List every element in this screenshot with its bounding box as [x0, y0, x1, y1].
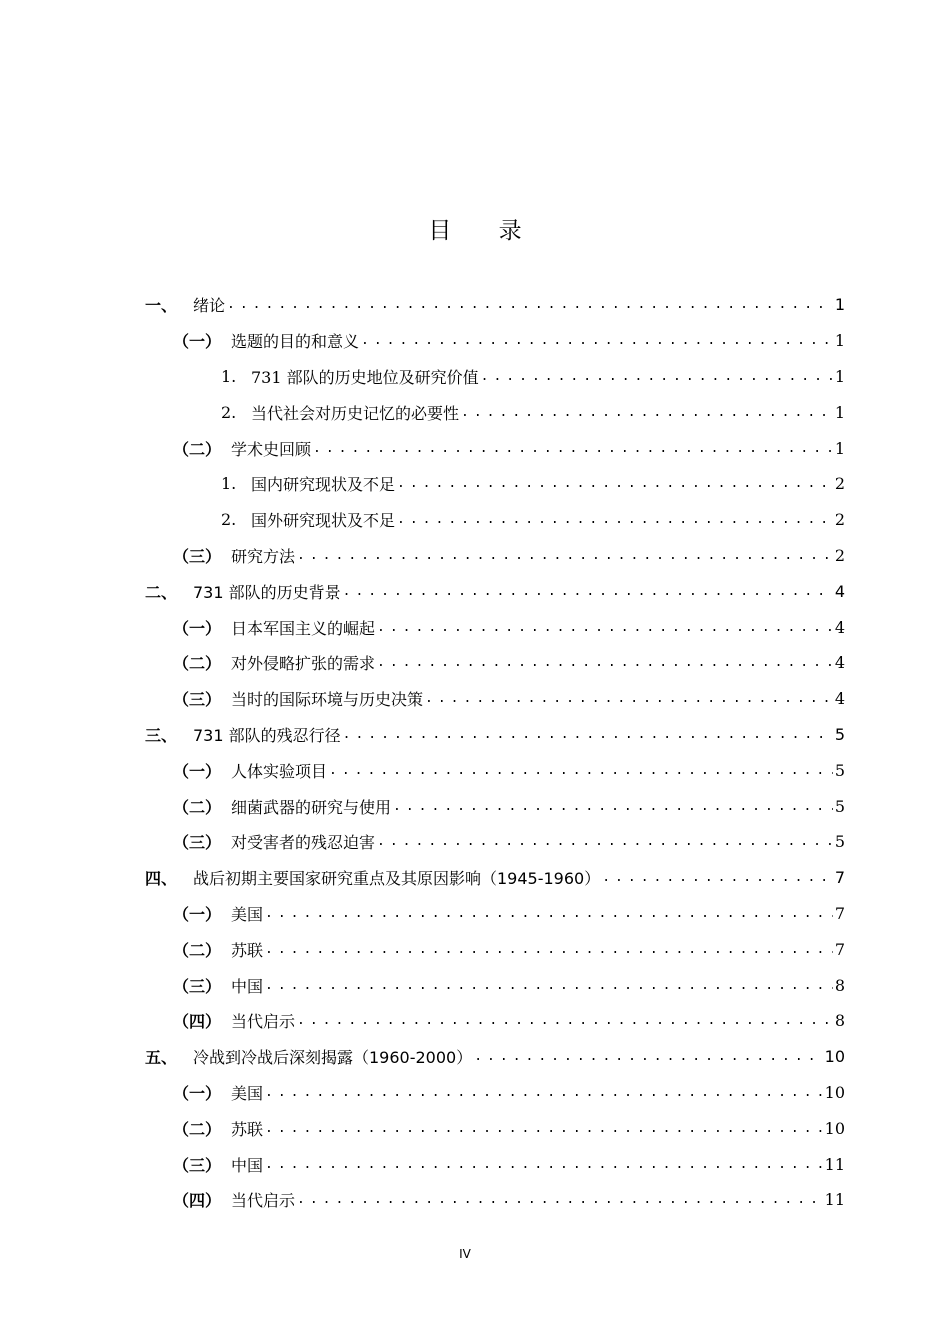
toc-leader-dots [297, 1013, 833, 1028]
toc-leader-dots [397, 512, 833, 527]
toc-entry[interactable] [145, 287, 845, 323]
toc-leader-dots [377, 834, 833, 849]
toc-leader-dots [377, 620, 833, 635]
toc-leader-dots [265, 1121, 823, 1136]
toc-leader-dots [474, 1049, 822, 1064]
toc-entry-page: 1 [834, 402, 845, 422]
toc-entry[interactable] [145, 323, 845, 359]
toc-leader-dots [329, 763, 833, 778]
toc-entry-number: （二） [173, 1119, 222, 1139]
toc-entry-page: 1 [834, 331, 845, 351]
toc-entry-number: 2. [221, 510, 237, 530]
toc-leader-dots [265, 1157, 823, 1172]
page-number-footer: IV [459, 1247, 471, 1261]
toc-entry[interactable] [145, 430, 845, 466]
page-title: 目 录 [428, 218, 542, 244]
toc-leader-dots [377, 655, 833, 670]
toc-entry-page: 2 [834, 510, 845, 530]
toc-entry-number: 二、 [145, 582, 178, 602]
toc-entry[interactable] [145, 609, 845, 645]
toc-entry[interactable] [145, 1146, 845, 1182]
toc-entry-page: 7 [834, 903, 845, 923]
toc-leader-dots [297, 548, 833, 563]
toc-entry-page: 11 [824, 1154, 845, 1174]
toc-entry-number: （二） [173, 654, 222, 674]
toc-entry-page: 1 [834, 438, 845, 458]
toc-entry-title: 人体实验项目 [231, 761, 328, 781]
toc-entry-page: 8 [834, 1011, 845, 1031]
toc-entry-title: 日本军国主义的崛起 [231, 618, 376, 638]
toc-entry[interactable] [145, 1182, 845, 1218]
toc-entry-title: 国内研究现状及不足 [251, 475, 396, 495]
toc-entry-number: （一） [173, 1083, 222, 1103]
toc-entry-number: 三、 [145, 725, 178, 745]
toc-entry-page: 7 [834, 868, 845, 888]
toc-entry-page: 7 [834, 939, 845, 959]
toc-entry-title: 中国 [231, 976, 264, 996]
toc-leader-dots [343, 727, 833, 742]
toc-entry-number: 1. [221, 474, 237, 494]
toc-entry-title: 美国 [231, 904, 264, 924]
toc-entry[interactable] [145, 717, 845, 753]
toc-entry[interactable] [145, 502, 845, 538]
toc-entry-page: 1 [834, 366, 845, 386]
toc-leader-dots [461, 405, 833, 420]
toc-entry-page: 10 [824, 1082, 845, 1102]
toc-entry-number: （三） [173, 546, 222, 566]
toc-entry-title: 学术史回顾 [231, 439, 312, 459]
toc-entry[interactable] [145, 1039, 845, 1075]
toc-entry-title: 731 部队的历史地位及研究价值 [251, 367, 479, 387]
toc-entry[interactable] [145, 752, 845, 788]
toc-leader-dots [343, 584, 833, 599]
toc-entry[interactable] [145, 538, 845, 574]
toc-entry-page: 5 [834, 796, 845, 816]
toc-entry-page: 10 [824, 1118, 845, 1138]
toc-entry-number: 1. [221, 366, 237, 386]
toc-entry[interactable] [145, 645, 845, 681]
toc-leader-dots [265, 978, 833, 993]
toc-entry-page: 8 [834, 975, 845, 995]
toc-entry-number: （一） [173, 618, 222, 638]
toc-entry-page: 5 [834, 724, 845, 744]
toc-entry-number: （三） [173, 976, 222, 996]
toc-entry[interactable] [145, 931, 845, 967]
toc-entry-title: 当代启示 [231, 1012, 296, 1032]
toc-entry-page: 10 [824, 1047, 845, 1067]
toc-entry-number: （二） [173, 797, 222, 817]
toc-entry-title: 当代启示 [231, 1191, 296, 1211]
toc-entry[interactable] [145, 359, 845, 395]
toc-entry-title: 中国 [231, 1155, 264, 1175]
toc-entry-number: （三） [173, 1155, 222, 1175]
toc-entry-title: 国外研究现状及不足 [251, 511, 396, 531]
toc-entry-title: 研究方法 [231, 546, 296, 566]
toc-entry-number: （二） [173, 439, 222, 459]
toc-entry[interactable] [145, 1003, 845, 1039]
toc-entry-page: 4 [834, 617, 845, 637]
toc-entry-number: 五、 [145, 1048, 178, 1068]
toc-entry-title: 当时的国际环境与历史决策 [231, 690, 424, 710]
toc-entry-title: 苏联 [231, 1119, 264, 1139]
toc-entry[interactable] [145, 788, 845, 824]
toc-entry-number: （四） [173, 1012, 222, 1032]
toc-entry-title: 美国 [231, 1083, 264, 1103]
toc-entry-title: 苏联 [231, 940, 264, 960]
toc-leader-dots [265, 906, 833, 921]
toc-entry[interactable] [145, 967, 845, 1003]
toc-leader-dots [297, 1192, 823, 1207]
toc-entry-number: （二） [173, 940, 222, 960]
toc-leader-dots [393, 799, 833, 814]
toc-leader-dots [602, 870, 833, 885]
toc-entry[interactable] [145, 466, 845, 502]
toc-leader-dots [425, 691, 833, 706]
toc-entry-page: 2 [834, 474, 845, 494]
toc-entry[interactable] [145, 573, 845, 609]
toc-entry[interactable] [145, 860, 845, 896]
toc-leader-dots [361, 333, 833, 348]
toc-entry[interactable] [145, 1110, 845, 1146]
toc-entry[interactable] [145, 1075, 845, 1111]
toc-leader-dots [481, 369, 833, 384]
toc-entry-number: 2. [221, 402, 237, 422]
toc-entry-title: 冷战到冷战后深刻揭露（1960-2000） [193, 1048, 473, 1068]
toc-entry[interactable] [145, 681, 845, 717]
toc-entry-title: 当代社会对历史记忆的必要性 [251, 403, 460, 423]
toc-entry-title: 对受害者的残忍迫害 [231, 833, 376, 853]
toc-entry-title: 731 部队的残忍行径 [193, 725, 341, 745]
toc-entry-number: （三） [173, 833, 222, 853]
toc-entry-title: 选题的目的和意义 [231, 332, 360, 352]
toc-entry-title: 绪论 [193, 296, 226, 316]
toc-entry-page: 4 [834, 689, 845, 709]
toc-entry[interactable] [145, 824, 845, 860]
toc-entry-number: （一） [173, 332, 222, 352]
toc-leader-dots [313, 441, 833, 456]
toc-leader-dots [265, 942, 833, 957]
toc-entry-page: 1 [834, 295, 845, 315]
toc-entry[interactable] [145, 394, 845, 430]
toc-entry-page: 4 [834, 653, 845, 673]
toc-entry-number: （一） [173, 904, 222, 924]
toc-entry-number: （三） [173, 690, 222, 710]
toc-leader-dots [265, 1085, 823, 1100]
toc-entry-page: 11 [824, 1190, 845, 1210]
toc-entry-number: 四、 [145, 869, 178, 889]
toc-entry[interactable] [145, 896, 845, 932]
toc-entry-title: 对外侵略扩张的需求 [231, 654, 376, 674]
toc-entry-title: 细菌武器的研究与使用 [231, 797, 392, 817]
toc-entry-page: 4 [834, 581, 845, 601]
table-of-contents [145, 287, 845, 1218]
toc-entry-title: 战后初期主要国家研究重点及其原因影响（1945-1960） [193, 869, 601, 889]
toc-entry-page: 5 [834, 832, 845, 852]
toc-entry-number: （四） [173, 1191, 222, 1211]
toc-entry-page: 2 [834, 545, 845, 565]
toc-leader-dots [227, 297, 833, 312]
toc-entry-page: 5 [834, 760, 845, 780]
toc-entry-number: 一、 [145, 296, 178, 316]
toc-entry-number: （一） [173, 761, 222, 781]
toc-leader-dots [397, 476, 833, 491]
toc-entry-title: 731 部队的历史背景 [193, 582, 341, 602]
